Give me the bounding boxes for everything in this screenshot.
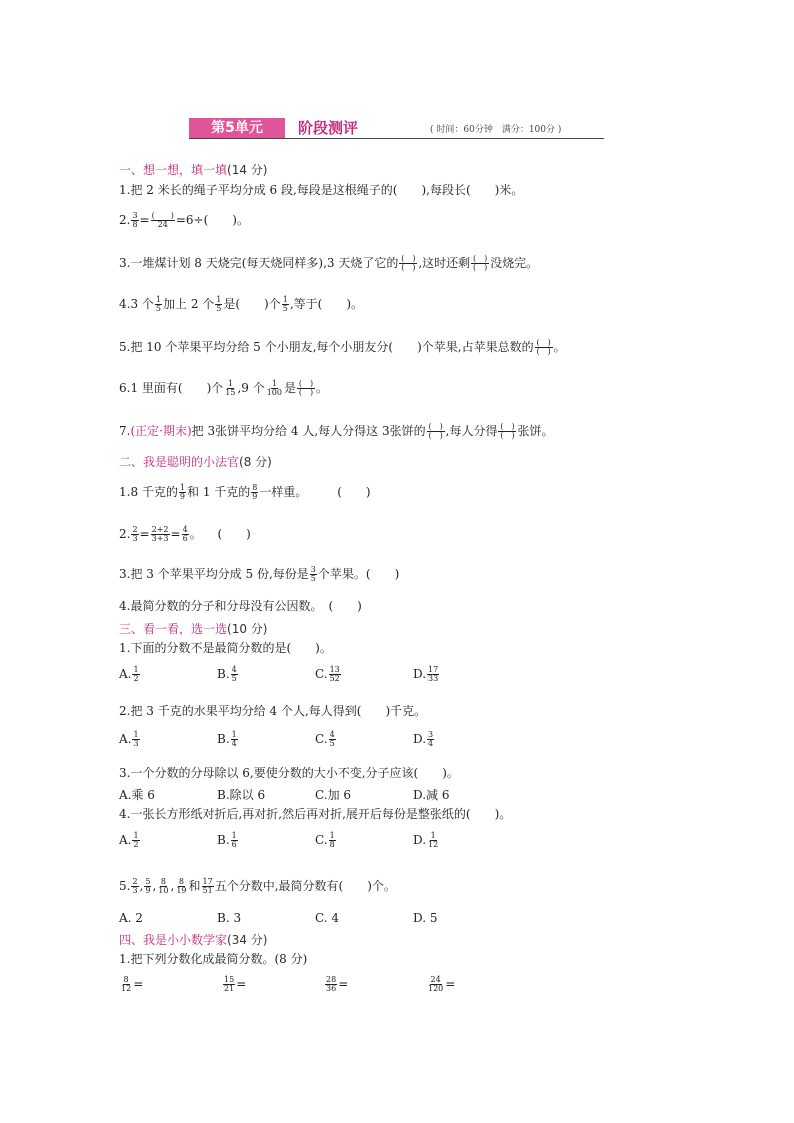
q-text: =	[139, 213, 150, 227]
answer-blank[interactable]: ( )	[217, 527, 251, 541]
question-fill-3	[119, 255, 538, 272]
denominator: 9	[145, 886, 151, 895]
numerator: 1	[271, 379, 277, 388]
equals-sign: =	[338, 977, 349, 991]
fraction	[329, 832, 336, 849]
fraction	[427, 832, 439, 849]
fraction	[132, 832, 139, 849]
q-text: 5.	[119, 879, 131, 893]
question-fill-2	[119, 212, 249, 229]
numerator: 5	[145, 877, 151, 886]
numerator: 4	[329, 730, 335, 739]
numerator: ( )	[151, 211, 174, 220]
fraction	[215, 296, 222, 313]
option-d[interactable]: D. 5	[413, 911, 438, 925]
numerator: ( )	[298, 379, 314, 388]
denominator: 120	[428, 984, 444, 993]
option-d[interactable]	[413, 666, 440, 683]
q-text: 把 3张饼平均分给 4 人,每人分得这 3张饼的	[191, 424, 426, 438]
fraction	[151, 212, 175, 229]
numerator: 8	[252, 483, 258, 492]
q-text: ,9 个	[237, 381, 265, 395]
numerator: ( )	[401, 254, 416, 263]
q-text: 1.8 千克的	[119, 485, 178, 499]
fraction	[151, 526, 170, 543]
q-text: 6.1 里面有( )个	[119, 381, 224, 395]
numerator: 3	[428, 730, 434, 739]
q-text: 7.	[119, 424, 131, 438]
fraction	[179, 484, 186, 501]
section-title: 二、我是聪明的小法官	[119, 455, 240, 469]
numerator: 4	[182, 525, 188, 534]
fraction	[310, 566, 317, 583]
option-b[interactable]	[217, 832, 239, 849]
fraction	[120, 976, 132, 993]
denominator: 36	[326, 984, 337, 993]
equals-sign: =	[133, 977, 144, 991]
q-text: ,等于( )。	[289, 297, 364, 311]
fraction	[427, 666, 439, 683]
q-text: 和	[188, 879, 201, 893]
numerator: 1	[216, 295, 222, 304]
numerator: 1	[133, 665, 139, 674]
time-score-info: ( 时间：60分钟 满分：100分 )	[430, 125, 562, 135]
fraction	[223, 976, 235, 993]
numerator: 2	[132, 877, 138, 886]
numerator: 8	[160, 877, 166, 886]
denominator: 5	[216, 304, 222, 313]
q-text: =6÷( )。	[175, 213, 249, 227]
denominator: 9	[252, 492, 258, 501]
option-letter: A.	[119, 833, 132, 847]
denominator: ( )	[536, 347, 551, 356]
answer-fraction-blank[interactable]	[471, 255, 489, 272]
denominator: 3	[133, 739, 139, 748]
option-d[interactable]	[413, 731, 435, 748]
numerator: 15	[224, 975, 235, 984]
denominator: ( )	[500, 431, 515, 440]
q-text: 加上 2 个	[163, 297, 215, 311]
numerator: 1	[231, 831, 237, 840]
numerator: 1	[133, 831, 139, 840]
fraction	[231, 731, 238, 748]
question-choose-4: 4.一张长方形纸对折后,再对折,然后再对折,展开后每份是整张纸的( )。	[119, 807, 512, 821]
answer-fraction-blank[interactable]	[297, 380, 315, 397]
q-text: 2.	[119, 527, 131, 541]
fraction	[266, 380, 283, 397]
denominator: 3+3	[151, 534, 169, 543]
section-points: (34 分)	[227, 933, 268, 947]
question-fill-6	[119, 380, 328, 397]
option-letter: C.	[315, 667, 328, 681]
answer-fraction-blank[interactable]	[498, 423, 516, 440]
q-text: ,每人分得	[445, 424, 498, 438]
fraction	[202, 878, 214, 895]
option-c[interactable]	[315, 666, 342, 683]
q-text: 一样重。	[259, 485, 308, 499]
option-a[interactable]	[119, 832, 141, 849]
section-fill-heading	[119, 161, 267, 178]
numerator: ( )	[536, 338, 551, 347]
fraction	[131, 212, 138, 229]
fraction	[231, 666, 238, 683]
numerator: 3	[310, 565, 316, 574]
option-letter: B.	[217, 667, 230, 681]
denominator: 4	[231, 739, 237, 748]
numerator: 1	[430, 831, 436, 840]
denominator: 2	[133, 840, 139, 849]
option-c[interactable]	[315, 731, 337, 748]
denominator: 5	[231, 674, 237, 683]
q-text: 。	[316, 381, 329, 395]
numerator: 2	[132, 525, 138, 534]
denominator: 6	[231, 840, 237, 849]
section-choose-heading	[119, 620, 267, 637]
equals-sign: =	[445, 977, 456, 991]
denominator: 52	[329, 674, 340, 683]
q-text: 和 1 千克的	[187, 485, 251, 499]
simplify-item	[324, 976, 348, 993]
option-letter: D.	[413, 667, 427, 681]
option-letter: A.	[119, 732, 132, 746]
q-text: 是	[284, 381, 297, 395]
denominator: ( )	[428, 431, 443, 440]
fraction	[182, 526, 189, 543]
denominator: 19	[176, 886, 187, 895]
fraction	[131, 526, 138, 543]
numerator: 3	[132, 211, 138, 220]
denominator: 10	[158, 886, 169, 895]
question-choose-2: 2.把 3 千克的水果平均分给 4 个人,每人得到( )千克。	[119, 704, 427, 718]
numerator: 1	[282, 295, 288, 304]
answer-blank[interactable]: ( )	[337, 485, 371, 499]
denominator: 5	[282, 304, 288, 313]
question-judge-1	[119, 484, 371, 501]
fraction	[329, 666, 341, 683]
denominator: 4	[428, 739, 434, 748]
fraction	[231, 832, 238, 849]
q-text: 五个分数中,最简分数有( )个。	[214, 879, 396, 893]
question-fill-5	[119, 339, 566, 356]
q-text: =	[139, 527, 150, 541]
denominator: 8	[329, 840, 335, 849]
q-text: 2.	[119, 213, 131, 227]
fraction	[329, 731, 336, 748]
question-math-1: 1.把下列分数化成最简分数。(8 分)	[119, 952, 308, 966]
fraction	[325, 976, 337, 993]
question-choose-1: 1.下面的分数不是最简分数的是( )。	[119, 641, 332, 655]
option-letter: C.	[315, 732, 328, 746]
denominator: 3	[132, 886, 138, 895]
section-title: 三、看一看，选一选	[119, 622, 228, 636]
fraction	[251, 484, 258, 501]
option-c[interactable]	[315, 832, 337, 849]
denominator: 2	[133, 674, 139, 683]
section-points: (14 分)	[227, 163, 268, 177]
denominator: 5	[155, 304, 161, 313]
option-c[interactable]: C.加 6	[315, 788, 352, 802]
q-text: 3.把 3 个苹果平均分成 5 份,每份是	[119, 567, 309, 581]
denominator: 100	[266, 388, 282, 397]
q-text: 是( )个	[223, 297, 281, 311]
page-title: 阶段测评	[298, 119, 359, 137]
numerator: 28	[326, 975, 337, 984]
denominator: 15	[225, 388, 236, 397]
numerator: ( )	[473, 254, 488, 263]
answer-fraction-blank[interactable]	[399, 255, 417, 272]
section-points: (8 分)	[239, 455, 272, 469]
equals-sign: =	[236, 977, 247, 991]
q-text: 。	[189, 527, 202, 541]
source-tag: (正定·期末)	[130, 424, 192, 438]
fraction	[157, 878, 169, 895]
q-text: 3.一堆煤计划 8 天烧完(每天烧同样多),3 天烧了它的	[119, 256, 399, 270]
answer-fraction-blank[interactable]	[427, 423, 445, 440]
denominator: ( )	[401, 263, 416, 272]
fraction	[155, 296, 162, 313]
option-a[interactable]	[119, 666, 141, 683]
numerator: 1	[329, 831, 335, 840]
numerator: 8	[178, 877, 184, 886]
fraction	[427, 976, 444, 993]
numerator: 1	[227, 379, 233, 388]
q-text: 个苹果。( )	[317, 567, 400, 581]
q-text: 张饼。	[517, 424, 554, 438]
numerator: 17	[202, 877, 213, 886]
simplify-item	[222, 976, 246, 993]
numerator: ( )	[500, 422, 515, 431]
q-text: 5.把 10 个苹果平均分给 5 个小朋友,每个小朋友分( )个苹果,占苹果总数的	[119, 340, 534, 354]
denominator: ( )	[473, 263, 488, 272]
title-rule	[189, 138, 604, 139]
numerator: 13	[329, 665, 340, 674]
option-b[interactable]: B. 3	[217, 911, 242, 925]
fraction	[282, 296, 289, 313]
option-b[interactable]: B.除以 6	[217, 788, 266, 802]
option-a[interactable]: A. 2	[119, 911, 143, 925]
section-points: (10 分)	[227, 622, 268, 636]
option-b[interactable]	[217, 666, 239, 683]
option-d[interactable]	[413, 832, 440, 849]
fraction	[427, 731, 434, 748]
q-text: =	[170, 527, 181, 541]
fraction	[132, 666, 139, 683]
numerator: 8	[123, 975, 129, 984]
fraction	[132, 731, 139, 748]
option-a[interactable]: A.乘 6	[119, 788, 155, 802]
denominator: 51	[202, 886, 213, 895]
question-choose-5: 5. $\frac{2}{3}$ , $\frac{5}{9}$ , $\frac{8}{10}$ , $\frac{8}{19}$ 和 $\frac{17}{51}$ 五个分数中,最简分数有( )个。	[119, 877, 396, 895]
denominator: 21	[224, 984, 235, 993]
denominator: 3	[132, 534, 138, 543]
fraction	[144, 878, 151, 895]
option-b[interactable]	[217, 731, 239, 748]
simplify-item	[426, 976, 455, 993]
numerator: 4	[231, 665, 237, 674]
numerator: ( )	[428, 422, 443, 431]
denominator: 24	[157, 220, 168, 229]
fraction	[131, 878, 138, 895]
option-letter: B.	[217, 833, 230, 847]
numerator: 1	[155, 295, 161, 304]
denominator: 6	[182, 534, 188, 543]
question-judge-4: 4.最简分数的分子和分母没有公因数。 ( )	[119, 599, 362, 613]
fraction	[175, 878, 187, 895]
question-judge-3	[119, 566, 399, 583]
section-title: 一、想一想，填一填	[119, 163, 228, 177]
numerator: 1	[133, 730, 139, 739]
option-d[interactable]: D.减 6	[413, 788, 450, 802]
option-letter: D.	[413, 732, 427, 746]
simplify-item	[119, 976, 143, 993]
option-c[interactable]: C. 4	[315, 911, 340, 925]
section-judge-heading	[119, 453, 272, 470]
answer-fraction-blank[interactable]	[535, 339, 553, 356]
numerator: 2+2	[151, 525, 169, 534]
question-choose-3: 3.一个分数的分母除以 6,要使分数的大小不变,分子应该( )。	[119, 766, 459, 780]
fraction	[224, 380, 236, 397]
denominator: 5	[310, 574, 316, 583]
numerator: 17	[428, 665, 439, 674]
numerator: 24	[430, 975, 441, 984]
denominator: 9	[179, 492, 185, 501]
denominator: 8	[132, 220, 138, 229]
question-fill-1: 1.把 2 米长的绳子平均分成 6 段,每段是这根绳子的( ),每段长( )米。	[119, 183, 524, 197]
option-letter: A.	[119, 667, 132, 681]
option-letter: D.	[413, 833, 427, 847]
q-text: 。	[553, 340, 566, 354]
denominator: 12	[428, 840, 439, 849]
denominator: 33	[428, 674, 439, 683]
q-text: 4.3 个	[119, 297, 154, 311]
q-text: ,这时还剩	[418, 256, 471, 270]
denominator: ( )	[298, 388, 314, 397]
denominator: 12	[121, 984, 132, 993]
denominator: 5	[329, 739, 335, 748]
question-fill-7	[119, 423, 553, 440]
question-fill-4	[119, 296, 363, 313]
q-text: 没烧完。	[490, 256, 539, 270]
option-letter: C.	[315, 833, 328, 847]
option-letter: B.	[217, 732, 230, 746]
question-judge-2	[119, 526, 251, 543]
option-a[interactable]	[119, 731, 141, 748]
section-title: 四、我是小小数学家	[119, 933, 228, 947]
numerator: 1	[231, 730, 237, 739]
unit-badge: 第5单元	[189, 118, 285, 138]
numerator: 1	[179, 483, 185, 492]
section-math-heading	[119, 931, 267, 948]
